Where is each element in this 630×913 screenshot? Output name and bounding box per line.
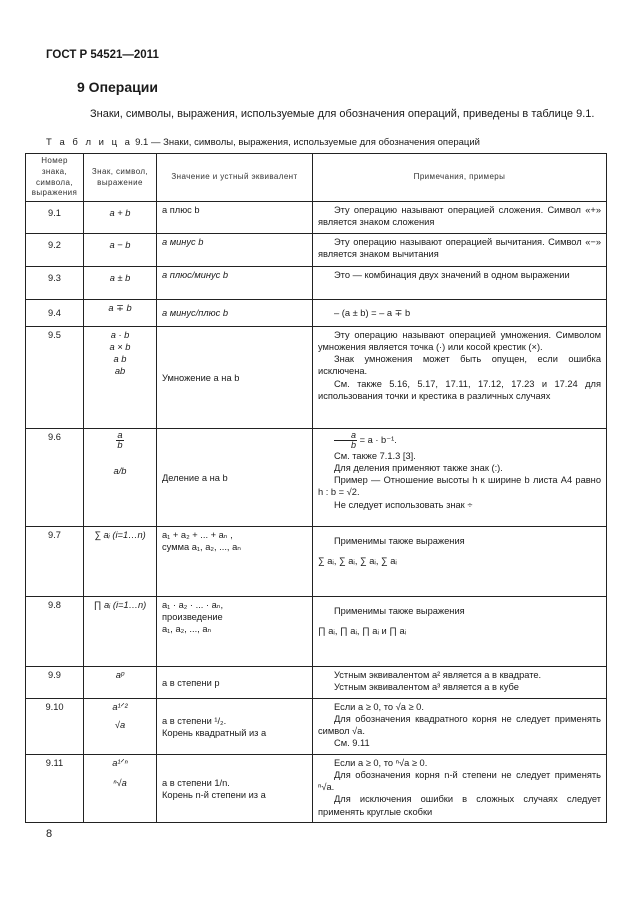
note-line: Если a ≥ 0, то √a ≥ 0. [334, 702, 424, 713]
row-number: 9.5 [26, 327, 84, 429]
table-row [26, 234, 607, 267]
meaning-line: произведение [162, 612, 223, 623]
row-number: 9.3 [26, 267, 84, 300]
document-code: ГОСТ Р 54521—2011 [46, 49, 159, 61]
row-symbol: a ∓ b [84, 300, 157, 327]
note-line: См. также 5.16, 5.17, 17.11, 17.12, 17.23 и 17.24 для использования точки и крестика в различных случаях [318, 378, 601, 401]
note-line: См. 9.11 [334, 738, 370, 749]
row-number: 9.11 [26, 755, 84, 823]
note-line: – (a ± b) = – a ∓ b [334, 308, 411, 319]
meaning-line: a₁ + a₂ + ... + aₙ , [162, 530, 233, 541]
row-symbol: a ± b [84, 267, 157, 300]
row-notes [313, 327, 607, 429]
row-meaning: a плюс/минус b [157, 267, 313, 300]
table-row [26, 202, 607, 234]
note-line: Применимы также выражения [334, 606, 465, 617]
page-number: 8 [46, 828, 53, 840]
section-title: 9 Операции [77, 79, 158, 95]
row-number: 9.7 [26, 527, 84, 597]
row-notes [313, 699, 607, 755]
row-meaning: a минус/плюс b [157, 300, 313, 327]
row-meaning: Умножение a на b [157, 327, 313, 429]
row-symbol: ∑ aᵢ (i=1…n) [84, 527, 157, 597]
note-line: Для деления применяют также знак (:). [334, 463, 503, 474]
meaning-line: a₁ · a₂ · ... · aₙ, [162, 600, 224, 611]
note-line: Для обозначения корня n-й степени не следует применять ⁿ√a. [318, 770, 601, 793]
row-notes [313, 300, 607, 327]
table-header-row [26, 154, 607, 202]
fraction-numerator: a [117, 430, 123, 441]
row-meaning: a плюс b [157, 202, 313, 234]
note-line: Это — комбинация двух значений в одном выражении [334, 270, 570, 281]
row-symbol [84, 755, 157, 823]
table-row [26, 327, 607, 429]
header-symbol: Знак, символ, выражение [84, 154, 157, 202]
row-notes [313, 755, 607, 823]
row-meaning: a в степени p [157, 667, 313, 699]
symbol-line: a · b [110, 330, 130, 341]
row-symbol [84, 327, 157, 429]
table-row [26, 597, 607, 667]
fraction-numerator: a [334, 431, 357, 441]
note-line: Применимы также выражения [334, 536, 465, 547]
row-meaning [157, 755, 313, 823]
meaning-line: a в степени 1/n. [162, 777, 230, 788]
row-meaning [157, 699, 313, 755]
note-line: Не следует использовать знак ÷ [334, 499, 473, 510]
meaning-line: сумма a₁, a₂, ..., aₙ [162, 542, 241, 553]
meaning-line: Корень квадратный из a [162, 727, 267, 738]
note-line: Пример — Отношение высоты h к ширине b листа А4 равно h : b = √2. [318, 475, 601, 498]
row-notes [313, 527, 607, 597]
note-line: Эту операцию называют операцией умножения. Символом умножения является точка (·) или косой крестик (×). [318, 330, 601, 353]
note-formula: = a · b⁻¹. [359, 435, 397, 446]
row-notes [313, 597, 607, 667]
note-line: Для обозначения квадратного корня не следует применять символ √a. [318, 714, 601, 737]
row-number: 9.9 [26, 667, 84, 699]
row-number: 9.2 [26, 234, 84, 267]
note-line: Для исключения ошибки в сложных случаях следует применять круглые скобки [318, 794, 601, 817]
symbol-line: a b [113, 354, 127, 365]
note-line: Эту операцию называют операцией вычитания. Символ «−» является знаком вычитания [318, 237, 601, 260]
header-notes: Примечания, примеры [313, 154, 607, 202]
fraction-denominator: b [351, 440, 357, 451]
row-meaning [157, 597, 313, 667]
row-number: 9.6 [26, 429, 84, 527]
note-line: Знак умножения может быть опущен, если ошибка исключена. [318, 354, 601, 377]
note-line: См. также 7.1.3 [3]. [334, 451, 416, 462]
symbol-line: ⁿ√a [113, 778, 127, 789]
row-notes [313, 667, 607, 699]
row-notes [313, 202, 607, 234]
caption-text: 9.1 — Знаки, символы, выражения, используемые для обозначения операций [135, 137, 480, 148]
meaning-line: a в степени ¹/₂. [162, 715, 227, 726]
row-meaning: a минус b [157, 234, 313, 267]
row-number: 9.8 [26, 597, 84, 667]
row-symbol [84, 429, 157, 527]
symbol-line: ab [114, 366, 126, 377]
note-line: ∏ aᵢ, ∏ aᵢ, ∏ aᵢ и ∏ aᵢ [318, 626, 407, 637]
note-line [318, 431, 601, 450]
row-meaning [157, 527, 313, 597]
table-row [26, 300, 607, 327]
symbol-alt: a/b [113, 465, 127, 476]
row-number: 9.4 [26, 300, 84, 327]
row-meaning: Деление a на b [157, 429, 313, 527]
caption-word: Т а б л и ц а [46, 137, 133, 148]
row-symbol: a + b [84, 202, 157, 234]
row-symbol [84, 699, 157, 755]
note-line: Устным эквивалентом a² является a в квадрате. [334, 670, 542, 681]
note-fraction [334, 431, 357, 450]
intro-paragraph: Знаки, символы, выражения, используемые для обозначения операций, приведены в таблице 9.1. [90, 108, 595, 120]
note-line: ∑ aᵢ, ∑ aᵢ, ∑ aᵢ, ∑ aᵢ [318, 556, 397, 567]
row-symbol: ∏ aᵢ (i=1…n) [84, 597, 157, 667]
row-number: 9.1 [26, 202, 84, 234]
note-line: Эту операцию называют операцией сложения. Символ «+» является знаком сложения [318, 205, 601, 228]
symbol-line: a¹ᐟ² [112, 702, 128, 713]
meaning-line: a₁, a₂, ..., aₙ [162, 624, 212, 635]
table-row [26, 667, 607, 699]
fraction-denominator: b [117, 440, 123, 451]
row-notes [313, 429, 607, 527]
table-caption [46, 137, 480, 148]
row-number: 9.10 [26, 699, 84, 755]
row-symbol: aᵖ [84, 667, 157, 699]
fraction-symbol [116, 431, 123, 451]
note-line: Если a ≥ 0, то ⁿ√a ≥ 0. [334, 758, 428, 769]
table-row [26, 267, 607, 300]
operations-table [25, 153, 607, 823]
meaning-line: Корень n-й степени из a [162, 789, 266, 800]
symbol-line: √a [114, 720, 126, 731]
header-meaning: Значение и устный эквивалент [157, 154, 313, 202]
table-row [26, 527, 607, 597]
note-line: Устным эквивалентом a³ является a в кубе [334, 682, 519, 693]
row-notes [313, 267, 607, 300]
table-row [26, 755, 607, 823]
symbol-line: a × b [109, 342, 131, 353]
table-row [26, 429, 607, 527]
row-symbol: a − b [84, 234, 157, 267]
row-notes [313, 234, 607, 267]
symbol-line: a¹ᐟⁿ [112, 758, 128, 769]
header-number: Номер знака, символа, выражения [26, 154, 84, 202]
table-row [26, 699, 607, 755]
